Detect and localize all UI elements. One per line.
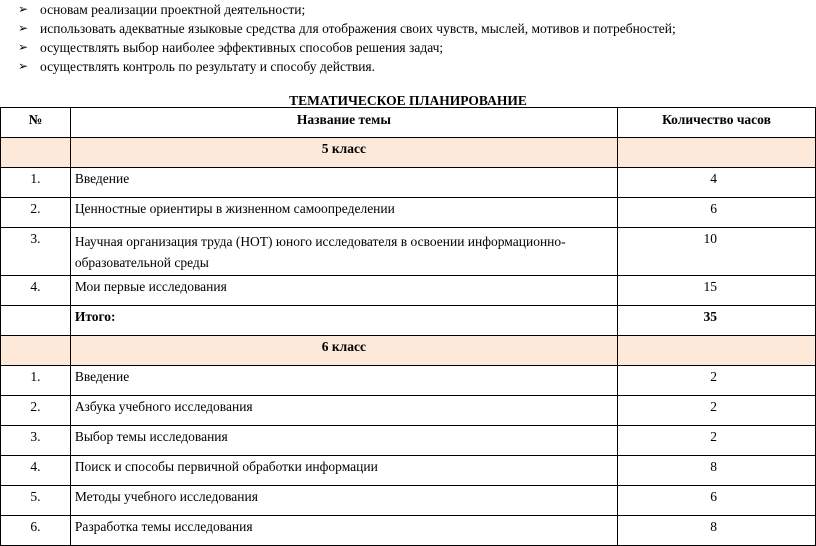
- row-hours: 6: [617, 486, 815, 516]
- row-number: 3.: [1, 228, 71, 276]
- column-header-topic: Название темы: [70, 108, 617, 138]
- table-row: [1, 516, 816, 546]
- row-topic: Мои первые исследования: [70, 276, 617, 306]
- section-label: 5 класс: [70, 138, 617, 168]
- arrow-bullet-icon: ➢: [18, 59, 29, 73]
- table-row: [1, 168, 816, 198]
- table-row: [1, 198, 816, 228]
- row-number: 3.: [1, 426, 71, 456]
- planning-table: [0, 107, 816, 546]
- row-topic: Введение: [70, 168, 617, 198]
- table-row: [1, 426, 816, 456]
- row-number: 1.: [1, 168, 71, 198]
- row-number: 1.: [1, 366, 71, 396]
- section-row-grade-6: [1, 336, 816, 366]
- list-item: ➢ осуществлять контроль по результату и способу действия.: [18, 59, 376, 74]
- row-hours: 2: [617, 366, 815, 396]
- row-topic: Выбор темы исследования: [70, 426, 617, 456]
- section-label: 6 класс: [70, 336, 617, 366]
- column-header-hours: Количество часов: [617, 108, 815, 138]
- table-row: [1, 276, 816, 306]
- table-row: [1, 366, 816, 396]
- table-header-row: [1, 108, 816, 138]
- row-topic: Научная организация труда (НОТ) юного исследователя в освоении информационно-образовательной среды: [70, 228, 617, 276]
- row-number: 5.: [1, 486, 71, 516]
- row-number: 4.: [1, 456, 71, 486]
- table-row: [1, 228, 816, 276]
- section-row-grade-5: [1, 138, 816, 168]
- row-hours: 2: [617, 396, 815, 426]
- row-number: 6.: [1, 516, 71, 546]
- total-label: Итого:: [70, 306, 617, 336]
- row-hours: 10: [617, 228, 815, 276]
- row-number: 2.: [1, 198, 71, 228]
- arrow-bullet-icon: ➢: [18, 2, 29, 16]
- table-row: [1, 456, 816, 486]
- row-hours: 15: [617, 276, 815, 306]
- total-row: [1, 306, 816, 336]
- row-hours: 4: [617, 168, 815, 198]
- table-row: [1, 396, 816, 426]
- row-topic: Ценностные ориентиры в жизненном самоопределении: [70, 198, 617, 228]
- bullet-list: [18, 0, 808, 76]
- list-item: ➢ осуществлять выбор наиболее эффективных способов решения задач;: [18, 40, 444, 55]
- arrow-bullet-icon: ➢: [18, 21, 29, 35]
- row-topic: Введение: [70, 366, 617, 396]
- arrow-bullet-icon: ➢: [18, 40, 29, 54]
- row-hours: 8: [617, 456, 815, 486]
- row-topic: Методы учебного исследования: [70, 486, 617, 516]
- column-header-number: №: [1, 108, 71, 138]
- row-number: 2.: [1, 396, 71, 426]
- list-item: ➢ использовать адекватные языковые средства для отображения своих чувств, мыслей, мотивов и потребностей;: [18, 21, 676, 36]
- row-number: 4.: [1, 276, 71, 306]
- row-hours: 2: [617, 426, 815, 456]
- row-topic: Поиск и способы первичной обработки информации: [70, 456, 617, 486]
- row-hours: 6: [617, 198, 815, 228]
- list-item: ➢ основам реализации проектной деятельности;: [18, 2, 306, 17]
- table-row: [1, 486, 816, 516]
- section-title: ТЕМАТИЧЕСКОЕ ПЛАНИРОВАНИЕ: [289, 93, 527, 108]
- row-hours: 8: [617, 516, 815, 546]
- row-topic: Разработка темы исследования: [70, 516, 617, 546]
- row-topic: Азбука учебного исследования: [70, 396, 617, 426]
- total-hours: 35: [617, 306, 815, 336]
